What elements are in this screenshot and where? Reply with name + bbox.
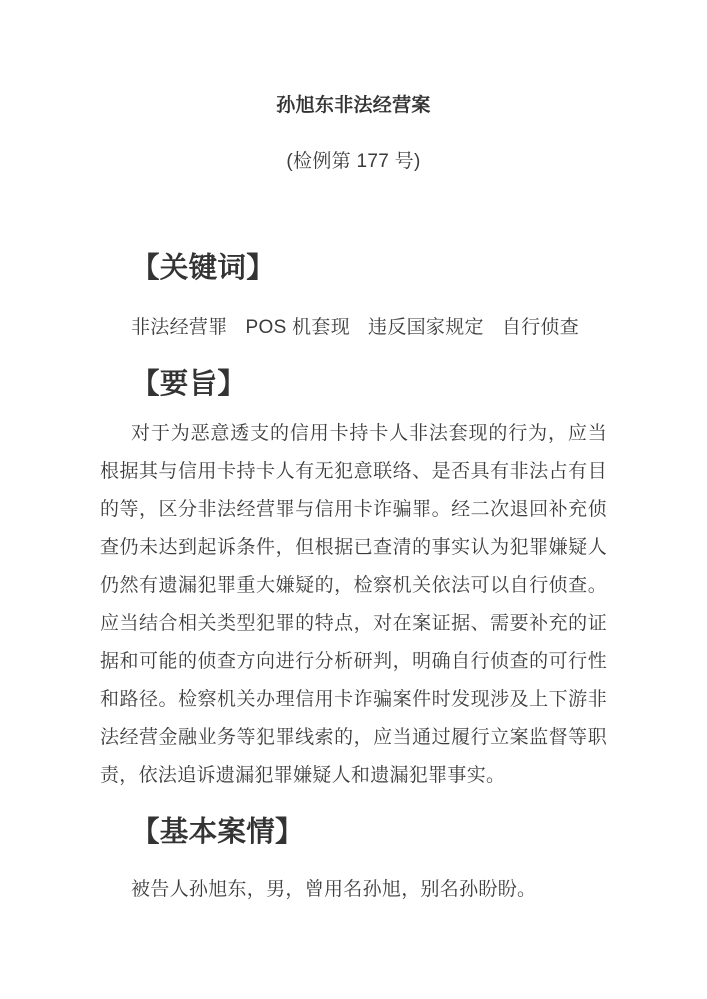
keyword-item: 自行侦查 <box>501 317 580 338</box>
basic-facts-paragraph: 被告人孙旭东，男，曾用名孙旭，别名孙盼盼。 <box>131 879 537 900</box>
document-title: 孙旭东非法经营案 <box>276 95 431 116</box>
keyword-item: 违反国家规定 <box>368 317 484 338</box>
keywords-line <box>100 309 607 347</box>
case-number: (检例第 177 号) <box>286 151 421 172</box>
basic-facts-heading: 【基本案情】 <box>131 816 304 848</box>
keywords-heading: 【关键词】 <box>131 252 276 284</box>
document-content <box>100 87 607 909</box>
gist-paragraph: 对于为恶意透支的信用卡持卡人非法套现的行为，应当根据其与信用卡持卡人有无犯意联络、是否具有非法占有目的等，区分非法经营罪与信用卡诈骗罪。经二次退回补充侦查仍未达到起诉条件，但根据已查清的事实认为犯罪嫌疑人仍然有遗漏犯罪重大嫌疑的，检察机关依法可以自行侦查。应当结合相关类型犯罪的特点，对在案证据、需要补充的证据和可能的侦查方向进行分析研判，明确自行侦查的可行性和路径。检察机关办理信用卡诈骗案件时发现涉及上下游非法经营金融业务等犯罪线索的，应当通过履行立案监督等职责，依法追诉遗漏犯罪嫌疑人和遗漏犯罪事实。 <box>100 423 607 786</box>
keyword-item: 非法经营罪 <box>131 317 228 338</box>
gist-heading: 【要旨】 <box>131 368 247 400</box>
keyword-item: POS 机套现 <box>245 317 351 338</box>
